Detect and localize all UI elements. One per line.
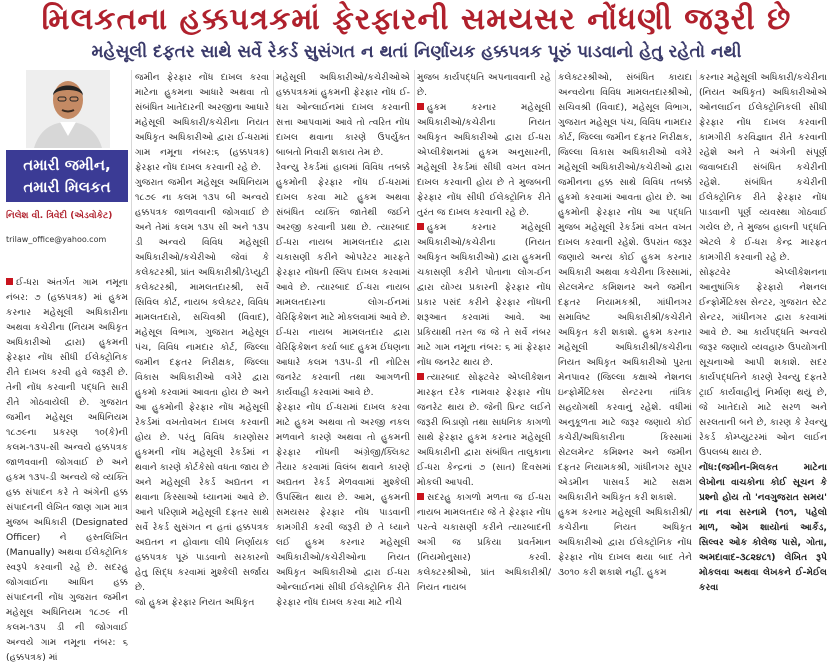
bullet-square-icon [417,223,424,230]
bullet-square-icon [6,278,13,285]
article-paragraph [417,220,551,370]
article-paragraph [558,505,692,580]
article-paragraph [135,175,269,595]
column-divider [696,70,697,520]
headline: મિલકતના હક્કપત્રકમાં ફેરફારની સમયસર નોંધણી જરૂરી છે [41,2,792,37]
author-name: નિલેશ વી. ત્રિવેદી (એડવોકેટ) [6,211,113,221]
bullet-square-icon [417,493,424,500]
paragraph-text: સોફ્ટવેર એપ્લીકેશનના આનુષાંગિક ફેરફારો નેશનલ ઈન્ફોર્મેટિક્સ સેન્ટર, ગુજરાત સ્ટેટ સેન્ટર, ગાંધીનગર દ્વારા કરવામાં આવે છે. આ કાર્યપદ્ધતિ અન્વયે જરૂર જણાયે વ્યવહારુ ઉપયોગની સૂચનાઓ આપી શકાશે. સદર કાર્યપદ્ધતિને કારણે રેવન્યુ દફતરે ટ્રાઈ કાર્યવાહીનું નિર્માણ થયું છે, જે ખાતેદારો માટે સરળ અને સરલતાની બને છે, કારણ કે રેવન્યુ રેકર્ડ કોમ્પ્યુટરમાં ઓન લાઈન ઉપલબ્ધ થાય છે. [699,267,827,458]
bullet-square-icon [417,103,424,110]
paragraph-text: હુકમ કરનાર મહેસૂલી અધિકારીઓ/કચેરીના નિયત અધિકૃત અધિકારીઓ દ્વારા ઈ-ધરા એપ્લીકેશનમાં હુકમ અનુસારની, મહેસૂલી રેકર્ડમાં સીધી વખત વખત દાખલ કરવાની હોય છે તે મુજબની ફેરફાર નોંધ સીધી ઈલેક્ટ્રોનિક રીતે તુરંત જ દાખલ કરવાની રહે છે. [417,102,551,218]
paragraph-text: ઈ-ધરા અંતર્ગત ગામ નમૂના નંબર: ૭ (હક્કપત્રક) માં હુકમ કરનાર મહેસૂલી અધિકારીના અથવા કચેરીના (નિયમ અધિકૃત અધિકારીઓ દ્વારા) હુકમની ફેરફાર નોંધ સીધી ઈલેક્ટ્રોનિક રીતે દાખલ કરવી હવે જરૂરી છે. તેની નોંધ કરવાની પદ્ધતિ સારી રીતે ગોઠવાયેલી છે. ગુજરાત જમીન મહેસૂલ અધિનિયમ ૧૮૭૯ના પ્રકરણ ૧૦(કે)ની કલમ-૧૩૫-સી અન્વયે હક્કપત્રક જાળવવાની જોગવાઈ છે અને હકમ ૧૩૫-ડી અન્વયે જે વ્યક્તિ હક્ક સંપાદન કરે તે અંગેની હક્ક સંપાદનની લેખિત જાણ ગામ માત્ર મુજબ અધિકારી (Designated Officer) ને હસ્તલિખિત (Manually) અથવા ઈલેક્ટ્રોનિક સ્વરૂપે કરવાની રહે છે. સદરહુ જોગવાઈના આધિન હક્ક સંપાદનની નોંધ ગુજરાત જમીન મહેસૂલ અધિનિયમ ૧૮૭૯ ની કલમ-૧૩૫ ડી ની જોગવાઈ અન્વયે ગામ નમૂના નંબર: ૬ (હક્કપત્રક) માં [6,277,128,663]
article-column-1 [6,275,128,663]
article-paragraph [699,265,827,460]
paragraph-text: હુકમ કરનાર મહેસૂલી અધિકારીઓ/કચેરીના (નિયત અધિકૃત અધિકારીઓ) દ્વારા હુકમની ચકાસણી કરીને પોતાના લોગ-ઈન દ્વારા યોગ્ય પ્રકારની ફેરફાર નોંધ પ્રકાર પસંદ કરીને ફેરફાર નોંધની શરૂઆત કરવામાં આવે. આ પ્રકિયાથી તરત જ જે તે સર્વે નંબર માટે ગામ નમૂના નંબર: ૬ માં ફેરફાર નોંધ જનરેટ થાય છે. [417,222,551,368]
paragraph-text: મહેસૂલી અધિકારીઓ/કચેરીઓએ હક્કપત્રકમાં હુકમની ફેરફાર નોંધ ઈ-ધરા ઓન્લાઈનમાં દાખલ કરવાની સત્તા આપવામાં આવે તો ત્વરિત નોંધ દાખલ થવાના કારણે ઉપર્યુક્ત બાબતો નિવારી શકાય તેમ છે. [276,72,410,158]
article-paragraph [135,595,269,610]
paragraph-text: સદરહુ કાગળો મળતા જ ઈ-ધરા નાયબ મામલતદાર જે તે ફેરફાર નોંધ પરત્વે ચકાસણી કરીને ત્યારબાદની અગી જ પ્રકિયા પ્રવર્તમાન (નિયમોનુસાર) કરવી. કલેક્ટરશ્રીઓ, પ્રાંત અધિકારીશ્રી/નિયત નાયબ [417,492,551,593]
column-title-badge: તમારી જમીન, તમારી મિલકત [6,150,128,202]
note-label: નોંધ: [699,462,718,473]
author-email: trilaw_office@yahoo.com [6,235,107,244]
paragraph-text: ફેરફાર નોંધ ઈ-ધરામાં દાખલ કરવા માટે હુકમ અથવા તો અરજી નકલ મળવાને કારણે અથવા તો હુકમની ફેરફાર નોંધની અંગ્રેજી/ક્લિક્ટ તૈયાર કરવામાં વિલંબ થવાને કારણે અદ્યતન રેકર્ડ મેળવવામાં મુશ્કેલી ઉપસ્થિત થાય છે. આમ, હુકમની સમયસર ફેરફાર નોંધ પાડવાની કામગીરી કરવી જરૂરી છે તે ધ્યાને લઈ હુકમ કરનાર મહેસૂલી અધિકારીઓ/કચેરીઓના નિયત અધિકૃત અધિકારીઓ દ્વારા ઈ-ધરા ઓન્લાઈનમાં સીધી ઈલેક્ટ્રોનિક રીતે ફેરફાર નોંધ દાખલ કરવા માટે નીચે [276,402,410,608]
article-paragraph [699,460,827,595]
article-paragraph [699,70,827,265]
paragraph-text: હુકમ કરનાર મહેસૂલી અધિકારીશ્રી/કચેરીના નિયત અધિકૃત અધિકારીઓ દ્વારા ઈલેક્ટ્રોનિક નોંધ ફેરફાર નોંધ દાખલ થયા બાદ તેને ૩૦૧૦ કરી શકાશે નહીં. હુકમ [558,507,692,578]
paragraph-text: કરનાર મહેસૂલી અધિકારી/કચેરીના (નિયત અધિકૃત) અધિકારીઓએ ઓનલાઈન ઈલેક્ટ્રોનિકલી સીધી ફેરફાર નોંધ દાખલ કરવાની કામગીરી કરવિજ્ઞાત રીતે કરવાની રહેશે અને તે અંગેની સંપૂર્ણ જવાબદારી સંબંધિત કચેરીની રહેશે. સંબંધિત કચેરીની ઈલેક્ટ્રોનિક રીતે ફેરફાર નોંધ પાડવાની પૂર્ણ વ્યવસ્થા ગોઠવાઈ ગયેલ છે, તે મુજબ હાલની પદ્ધતિ એટલે કે ઈ-ધરા કેન્દ્ર મારફત કામગીરી કરવાની રહે છે. [699,72,827,263]
article-paragraph [276,400,410,610]
article-paragraph [276,70,410,160]
article-column-2 [135,70,269,608]
article-column-4 [417,70,551,593]
column-divider [131,70,132,520]
paragraph-text: જો હુકમ ફેરફાર નિયત અધિકૃત [135,597,255,608]
article-column-3 [276,70,410,608]
article-paragraph [6,275,128,665]
column-divider [273,70,274,520]
paragraph-text: ત્યારબાદ સોફ્ટવેર એપ્લીકેશન મારફત દરેક નામવાર ફેરફાર નોંધ જનરેટ થાય છે. જેની પ્રિન્ટ લઈને જરૂરી બિડાણો તથા સાધનિક કાગળો સાથે ફેરફાર હુકમ કરનાર મહેસૂલી અધિકારીની દ્વારા સંબંધિત તાલુકાના ઈ-ધરા કેન્દ્રનાં ૭ (સાત) દિવસમાં મોકલી આપવી. [417,372,551,488]
column-divider [414,70,415,520]
subheadline: મહેસૂલી દફતર સાથે સર્વે રેકર્ડ સુસંગત ન થતાં નિર્ણાયક હક્કપત્રક પૂરું પાડવાનો હેતુ રહેતો નથી [91,42,742,62]
article-column-5 [558,70,692,578]
paragraph-text: રેવન્યુ રેકર્ડમાં હાલમાં વિવિધ તબક્કે હુકમોની ફેરફાર નોંધ ઈ-ધરામાં દાખલ કરવા માટે હુકમ અથવા સંબંધિત વ્યક્તિ જાતેથી જઈને અરજી કરવાની પ્રથા છે. ત્યારબાદ ઈ-ધરા નાયબ મામલતદાર દ્વારા ચકાસણી કરીને ઓપરેટર મારફતે ફેરફાર નોંધની સ્લિપ દાખલ કરવામાં આવે છે. ત્યારબાદ ઈ-ધરા નાયબ મામલતદારના લોગ-ઈનમાં વેરિફિકેશન માટે મોકલવામાં આવે છે. ઈ-ધરા નાયબ મામલતદાર દ્વારા વેરિફિકેશન કર્યા બાદ હુકમ ઈંધણના આધારે કલમ ૧૩૫-ડી ની નોટિસ જનરેટ કરવાની તથા આગળની કાર્યવાહી કરવામાં આવે છે. [276,162,410,398]
paragraph-text: કલેક્ટરશ્રીઓ, સંબંધિત કાયદા અન્વયેના વિવિધ મામલતદારશ્રીઓ, સચિવશ્રી (વિવાદ), મહેસૂલ વિભાગ, ગુજરાત મહેસૂલ પંચ, વિવિધ નામદાર કોર્ટ, જિલ્લા જમીન દફતર નિરીક્ષક, જિલ્લા વિકાસ અધિકારીઓ વગેરે મહેસૂલી અધિકારીઓ/કચેરીઓ દ્વારા જમીનના હક્ક સાથે વિવિધ તબક્કે હુકમો કરવામાં આવતા હોય છે. આ હુકમોની ફેરફાર નોંધ આ પદ્ધતિ મુજબ મહેસૂલી રેકર્ડમાં વખત વખત દાખલ કરવાની રહેશે. ઉપરાંત જરૂર જણાયે અન્ય કોઈ હુકમ કરનાર અધિકારી અથવા કચેરીના કિસ્સામાં, સેટલમેન્ટ કમિશનર અને જમીન દફતર નિયામકશ્રી, ગાંધીનગર સમાવિષ્ટ અધિકારીશ્રી/કચેરીને અધિકૃત કરી શકાશે. હુકમ કરનાર મહેસૂલી અધિકારીશ્રી/કચેરીના નિયત અધિકૃત અધિકારીઓ પુરતા મેનપાવર (જિલ્લા કક્ષાએ નેશનલ ઇન્ફોર્મેટિક્સ સેન્ટરના તાંત્રિક સહયોગથી કરવાનું રહેશે. વધીમાં અનુકૂળતા માટે જરૂર જણાયે કોઈ કચેરી/અધિકારીના કિસ્સામાં સેટલમેન્ટ કમિશ્નર અને જમીન દફતર નિયામકશ્રી, ગાંધીનગર સૂપર એડમીન પાસવર્ડ માટે સક્ષમ અધિકારીને અધિકૃત કરી શકાશે. [558,72,692,503]
paragraph-text: જમીન ફેરફાર નોંધ દાખલ કરવા માટેના હુકમના આધારે અથવા તો સંબંધિત ખાતેદારની અરજીના આધારે મહેસૂલી અધિકારી/કચેરીના નિયત અધિકૃત અધિકારીઓ દ્વારા ઈ-ધરામાં ગામ નમૂના નંબર:૬ (હક્કપત્રક) ફેરફાર નોંધ દાખલ કરવાની રહે છે. [135,72,269,173]
article-paragraph [135,70,269,175]
author-sidebar [6,70,128,275]
article-column-6 [699,70,827,593]
article-paragraph [417,100,551,220]
article-paragraph [558,70,692,505]
article-paragraph [417,370,551,490]
column-divider [555,70,556,520]
paragraph-text: ગુજરાત જમીન મહેસૂલ અધિનિયમ ૧૮૭૯ ના કલમ ૧૩૫ બી અન્વયે હક્કપત્રક જાળવવાની જોગવાઈ છે અને તેમાં કલમ ૧૩૫ સી અને ૧૩૫ ડી અન્વયે વિવિધ મહેસૂલી અધિકારીઓ/કચેરીઓ જેવાં કે કલેક્ટરશ્રી, પ્રાંત અધિકારીશ્રી/ડેપ્યુટી કલેક્ટરશ્રી, મામલતદારશ્રી, સર્વે સિવિલ કોર્ટ, નાયબ કલેક્ટર, વિવિધ મામલતદારો, સચિવશ્રી (વિવાદ), મહેસૂલ વિભાગ, ગુજરાત મહેસૂલ પંચ, વિવિધ નામદાર કોર્ટ, જિલ્લા જમીન દફતર નિરીક્ષક, જિલ્લા વિકાસ અધિકારીઓ વગેરે દ્વારા હુકમો કરવામાં આવતા હોય છે અને આ હુકમોની ફેરફાર નોંધ મહેસૂલી રેકર્ડમાં વખતોવખત દાખલ કરવાની હોય છે. પરંતુ વિવિધ કારણોસર હુકમની નોંધ મહેસૂલી રેકર્ડમાં ન થવાને કારણે કોર્ટકેસો વધતા જાય છે અને મહેસૂલી રેકર્ડ અદ્યતન ન થવાના કિસ્સાઓ ધ્યાનમાં આવે છે. આને પરિણામે મહેસૂલી દફતર સાથે સર્વે રેકર્ડ સુસંગત ન હતાં હક્કપત્રક અદ્યતન ન હોવાના લીધે નિર્ણાયક હક્કપત્રક પૂરું પાડવાનો સરકારનો હેતુ સિદ્ધ કરવામાં મુશ્કેલી સર્જાય છે. [135,177,269,593]
paragraph-text: (જમીન-મિલકત માટેના લેખોના વાચકોના કોઈ સૂચન કે પ્રશ્નો હોય તો 'નવગુજરાત સમય' ના નવા સરનામે (૧૦૧, પહેલો માળ, ઓમ શાયોનાં આર્કેડ, સિલ્વર ઓક કોલેજ પાસે, ગોતા, અમદાવાદ-૩૮૨૪૮૧) લેખિત રૂપે મોકલવા અથવા લેખકને ઈ-મેઈલ કરવા [699,462,827,593]
article-paragraph [417,490,551,595]
bullet-square-icon [417,373,424,380]
author-photo [26,70,110,148]
article-paragraph [276,160,410,400]
article-paragraph [417,70,551,100]
paragraph-text: મુજબ કાર્યપદ્ધતિ અપનાવવાની રહે છે. [417,72,551,98]
